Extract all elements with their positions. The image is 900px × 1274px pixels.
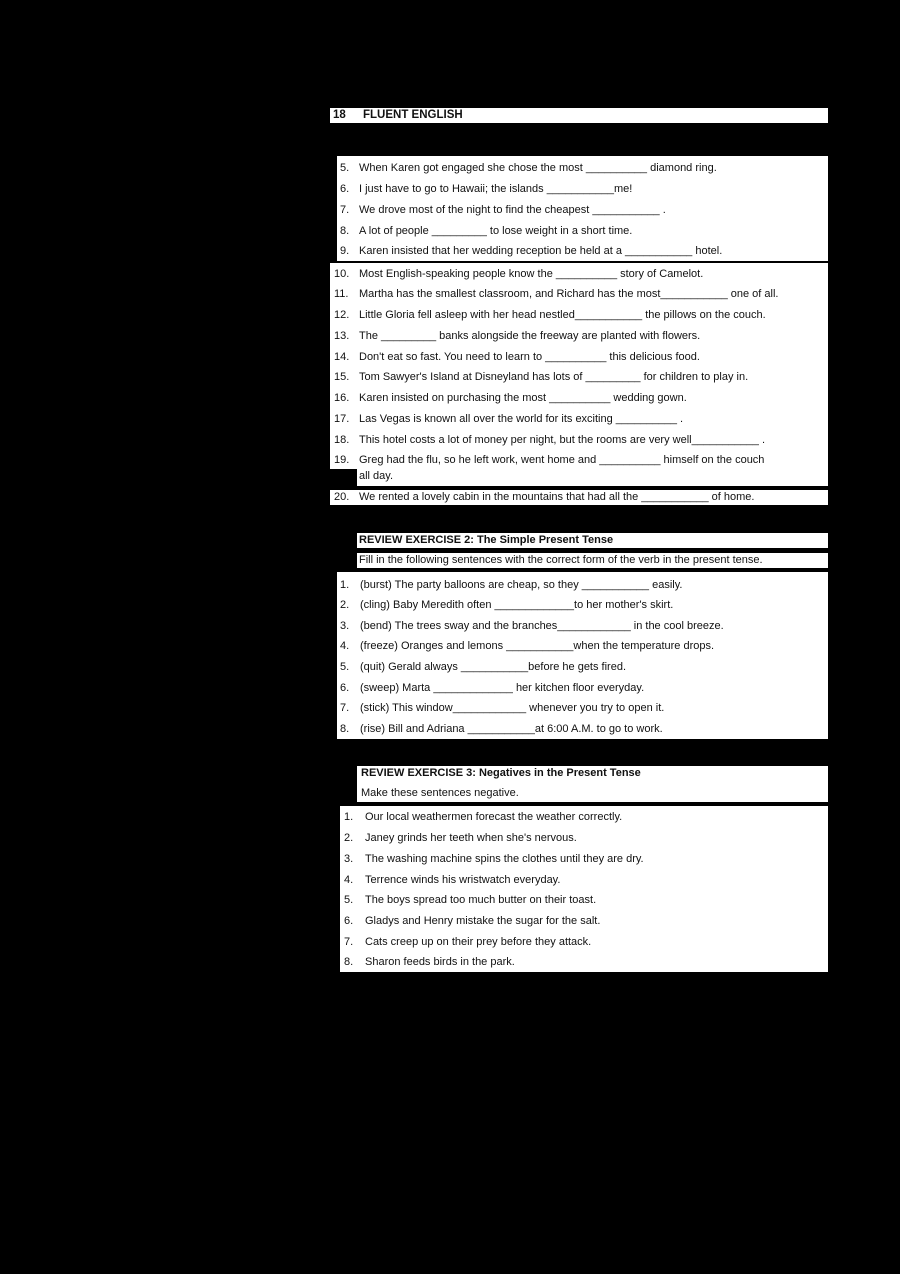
page-number: 18	[333, 109, 346, 121]
exercise3-instruction: Make these sentences negative.	[361, 787, 519, 799]
book-title: FLUENT ENGLISH	[363, 109, 463, 121]
page-header	[330, 108, 828, 123]
exercise1-block-c	[357, 469, 828, 486]
exercise2-instruction: Fill in the following sentences with the correct form of the verb in the present tense.	[357, 553, 828, 568]
exercise2-title: REVIEW EXERCISE 2: The Simple Present Tense	[357, 533, 828, 548]
exercise3-title: REVIEW EXERCISE 3: Negatives in the Present Tense	[361, 767, 641, 779]
